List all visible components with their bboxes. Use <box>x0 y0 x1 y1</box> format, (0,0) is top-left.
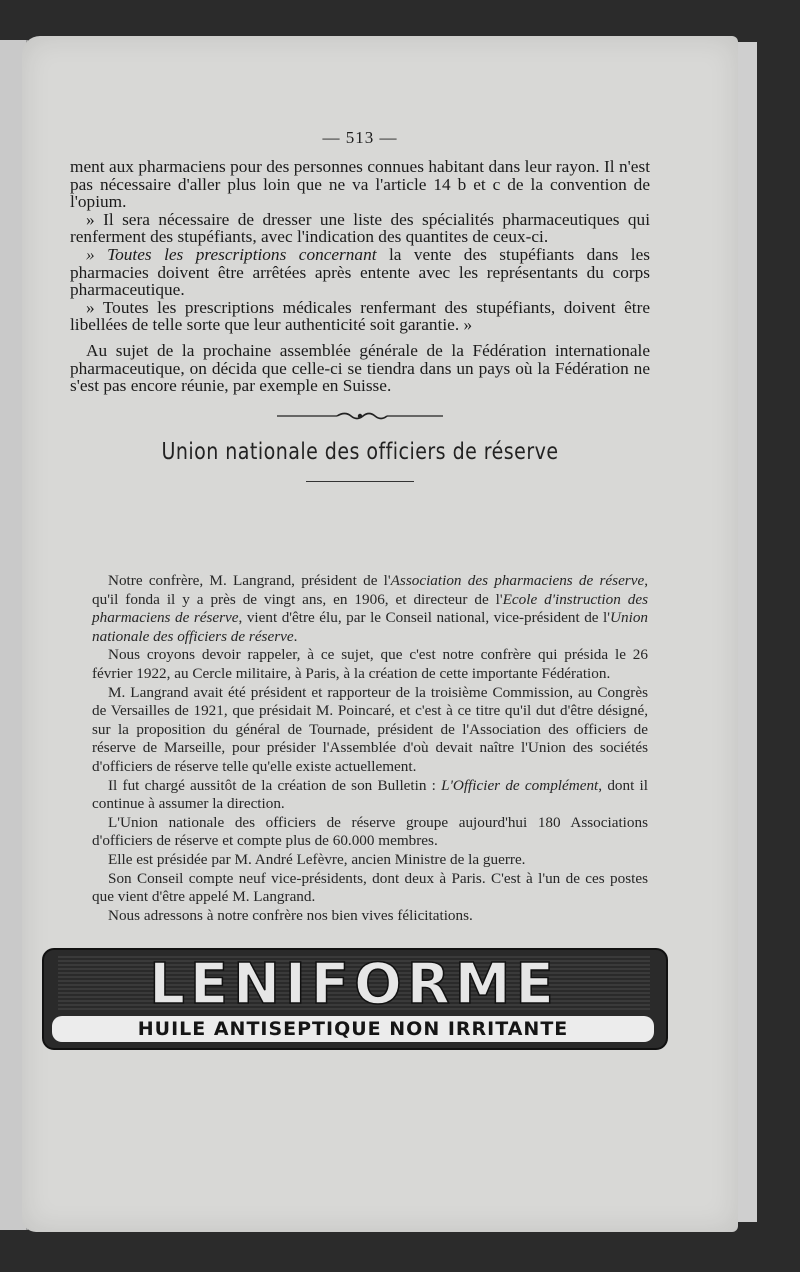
ornament-divider <box>70 409 650 423</box>
paragraph-text: , dont il continue à assumer la direction. <box>92 776 648 813</box>
section-heading: Union nationale des officiers de réserve <box>161 438 559 465</box>
paragraph: Son Conseil compte neuf vice-présidents, dont deux à Paris. C'est à l'un de ces postes que vient d'être appelé M. Langrand. <box>92 869 648 906</box>
top-section <box>70 128 650 482</box>
ad-brand-name: LENIFORME <box>58 956 650 1012</box>
paragraph: ment aux pharmaciens pour des personnes connues habitant dans leur rayon. Il n'est pas nécessaire d'aller plus loin que ne va l'article 14 b et c de la convention de l'opium. <box>70 157 650 212</box>
paragraph: Elle est présidée par M. André Lefèvre, ancien Ministre de la guerre. <box>108 850 526 868</box>
advertisement-banner <box>42 948 668 1050</box>
paragraph <box>70 246 650 299</box>
ad-tagline: HUILE ANTISEPTIQUE NON IRRITANTE <box>52 1016 654 1042</box>
paragraph-text: Notre confrère, M. Langrand, président de l' <box>108 572 391 589</box>
page-number: — 513 — <box>322 128 398 147</box>
paragraph-text: , vient d'être élu, par le Conseil national, vice-président de l' <box>238 609 611 627</box>
italic-text: Union nationale des officiers de réserve <box>92 609 648 645</box>
paragraph: M. Langrand avait été président et rapporteur de la troisième Commission, au Congrès de Versailles de 1921, que présidait M. Poincaré, et c'est à ce titre qu'il dut d'être désigné, sur la proposition du général de Tournade, président de l'Association des officiers de réserve de Marseille, pour présider l'Assemblée d'où devait naître l'Union des sociétés d'officiers de réserve telle qu'elle existe actuellement. <box>92 683 648 775</box>
italic-text: Association des pharmaciens de réserve <box>390 572 645 589</box>
book-page <box>22 36 738 1232</box>
article-body <box>92 572 648 925</box>
paragraph-text: la vente des stupéfiants dans les pharmacies doivent être arrêtées après entente avec les représentants du corps pharmaceutique. <box>70 244 650 300</box>
paragraph <box>92 777 648 814</box>
paragraph: Nous adressons à notre confrère nos bien vives félicitations. <box>108 906 473 924</box>
paragraph: » Il sera nécessaire de dresser une liste des spécialités pharmaceutiques qui renferment des stupéfiants, avec l'indication des quantites de ceux-ci. <box>70 209 650 247</box>
ornament-icon <box>275 409 445 423</box>
paragraph: Nous croyons devoir rappeler, à ce sujet, que c'est notre confrère qui présida le 26 février 1922, au Cercle militaire, à Paris, à la création de cette importante Fédération. <box>92 646 648 682</box>
paragraph-text: Il fut chargé aussitôt de la création de son Bulletin : <box>108 776 442 794</box>
paragraph-text: . <box>293 627 298 645</box>
italic-text: » Toutes les prescriptions concernant <box>86 244 377 264</box>
paragraph: » Toutes les prescriptions médicales renfermant des stupéfiants, doivent être libellées de telle sorte que leur authenticité soit garantie. » <box>70 297 650 335</box>
paragraph <box>92 572 648 646</box>
italic-text: Ecole d'instruction des pharmaciens de réserve <box>92 590 648 627</box>
heading-rule <box>306 481 414 482</box>
paragraph: L'Union nationale des officiers de réserve groupe aujourd'hui 180 Associations d'officiers de réserve et compte plus de 60.000 membres. <box>92 813 648 850</box>
paragraph-text: , qu'il fonda il y a près de vingt ans, en 1906, et directeur de l' <box>92 572 648 608</box>
italic-text: L'Officier de complément <box>441 776 599 794</box>
paragraph: Au sujet de la prochaine assemblée générale de la Fédération internationale pharmaceutique, on décida que celle-ci se tiendra dans un pays où la Fédération ne s'est pas encore réunie, par exemple en Suisse. <box>70 340 650 396</box>
